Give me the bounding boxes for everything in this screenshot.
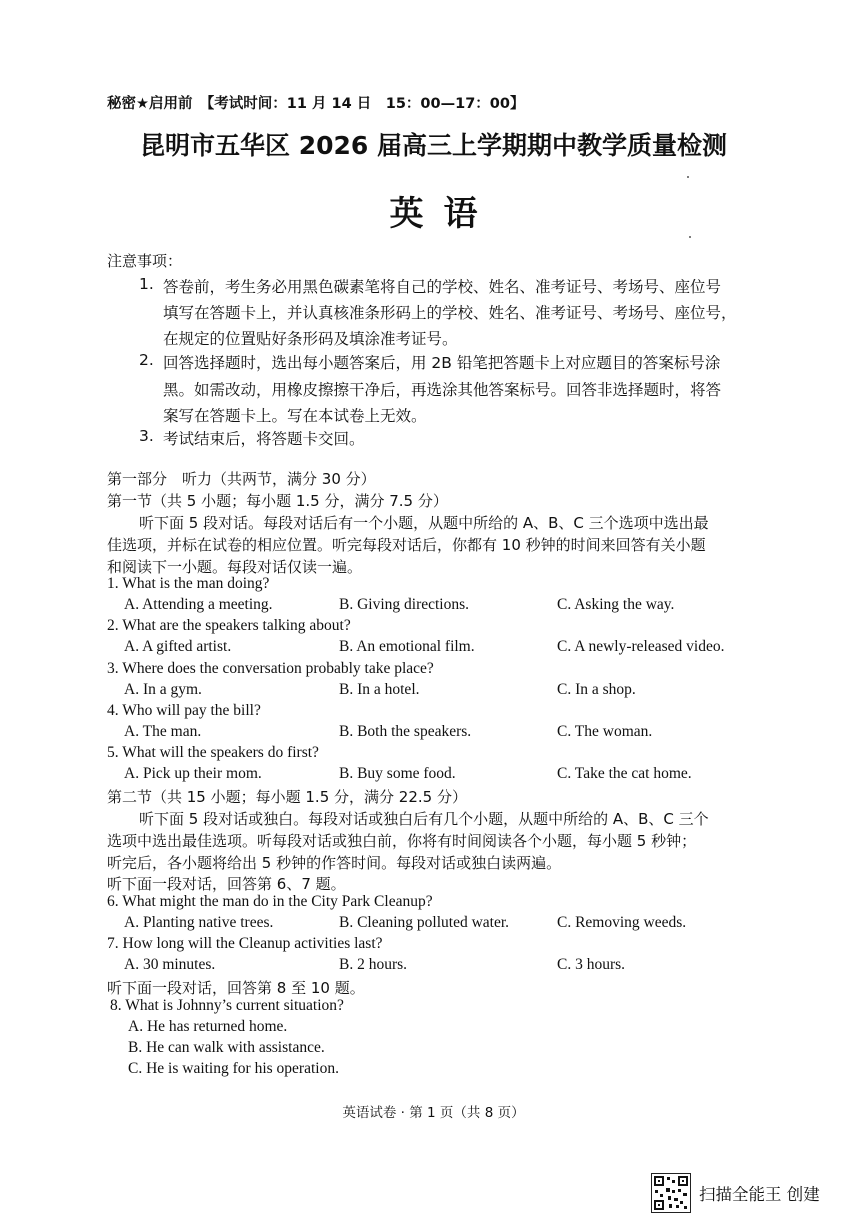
scan-speck xyxy=(689,236,691,238)
notice-line: 考试结束后，将答题卡交回。 xyxy=(163,430,365,448)
option-a: A. Attending a meeting. xyxy=(124,596,273,613)
option-a: A. Pick up their mom. xyxy=(124,765,262,782)
scanner-watermark: 扫描全能王 创建 xyxy=(699,1185,820,1204)
confidential-header: 秘密★启用前 【考试时间：11 月 14 日 15：00—17：00】 xyxy=(107,96,525,112)
option-a: A. In a gym. xyxy=(124,681,202,698)
question-6: 6. What might the man do in the City Park Cleanup? xyxy=(107,893,433,910)
option-b: B. In a hotel. xyxy=(339,681,420,698)
option-b: B. Giving directions. xyxy=(339,596,470,613)
section1-instruction: 佳选项，并标在试卷的相应位置。听完每段对话后，你都有 10 秒钟的时间来回答有关小题 xyxy=(107,536,706,554)
notice-line: 回答选择题时，选出每小题答案后，用 2B 铅笔把答题卡上对应题目的答案标号涂 xyxy=(163,354,721,372)
option-a: A. Planting native trees. xyxy=(124,914,274,931)
option-b: B. 2 hours. xyxy=(339,956,408,973)
notice-line: 在规定的位置贴好条形码及填涂准考证号。 xyxy=(163,330,458,348)
notice-heading: 注意事项： xyxy=(107,252,183,270)
option-c: C. A newly-released video. xyxy=(557,638,725,655)
part1-heading: 第一部分 听力（共两节，满分 30 分） xyxy=(107,470,376,488)
option-a: A. He has returned home. xyxy=(128,1018,288,1035)
option-a: A. 30 minutes. xyxy=(124,956,216,973)
option-c: C. Take the cat home. xyxy=(557,765,692,782)
option-a: A. The man. xyxy=(124,723,202,740)
option-a: A. A gifted artist. xyxy=(124,638,232,655)
option-b: B. Cleaning polluted water. xyxy=(339,914,510,931)
option-c: C. He is waiting for his operation. xyxy=(128,1060,339,1077)
question-5: 5. What will the speakers do first? xyxy=(107,744,319,761)
option-b: B. Both the speakers. xyxy=(339,723,472,740)
notice-num: 1. xyxy=(139,275,154,293)
scan-speck xyxy=(687,176,689,178)
section1-instruction: 听下面 5 段对话。每段对话后有一个小题，从题中所给的 A、B、C 三个选项中选出最 xyxy=(139,514,709,532)
notice-num: 2. xyxy=(139,351,154,369)
subject-title: 英语 xyxy=(389,194,498,234)
section2-instruction: 听完后，各小题将给出 5 秒钟的作答时间。每段对话或独白读两遍。 xyxy=(107,854,562,872)
option-c: C. The woman. xyxy=(557,723,653,740)
listen-instruction: 听下面一段对话，回答第 8 至 10 题。 xyxy=(107,979,365,997)
section1-instruction: 和阅读下一小题。每段对话仅读一遍。 xyxy=(107,558,363,576)
exam-title: 昆明市五华区 2026 届高三上学期期中教学质量检测 xyxy=(140,131,727,160)
notice-line: 黑。如需改动，用橡皮擦擦干净后，再选涂其他答案标号。回答非选择题时，将答 xyxy=(163,381,722,399)
question-8: 8. What is Johnny’s current situation? xyxy=(110,997,344,1014)
section2-heading: 第二节（共 15 小题；每小题 1.5 分，满分 22.5 分） xyxy=(107,788,467,806)
option-c: C. 3 hours. xyxy=(557,956,626,973)
notice-line: 案写在答题卡上。写在本试卷上无效。 xyxy=(163,407,427,425)
section1-heading: 第一节（共 5 小题；每小题 1.5 分，满分 7.5 分） xyxy=(107,492,448,510)
question-7: 7. How long will the Cleanup activities last? xyxy=(107,935,383,952)
option-b: B. An emotional film. xyxy=(339,638,475,655)
option-c: C. Asking the way. xyxy=(557,596,675,613)
notice-num: 3. xyxy=(139,427,154,445)
option-c: C. Removing weeds. xyxy=(557,914,687,931)
question-1: 1. What is the man doing? xyxy=(107,575,270,592)
option-b: B. He can walk with assistance. xyxy=(128,1039,325,1056)
question-4: 4. Who will pay the bill? xyxy=(107,702,261,719)
notice-line: 填写在答题卡上，并认真核准条形码上的学校、姓名、准考证号、考场号、座位号， xyxy=(163,304,737,322)
page-footer: 英语试卷 · 第 1 页（共 8 页） xyxy=(342,1105,525,1121)
qr-code-icon xyxy=(651,1173,691,1213)
question-2: 2. What are the speakers talking about? xyxy=(107,617,351,634)
section2-instruction: 选项中选出最佳选项。听每段对话或独白前，你将有时间阅读各个小题，每小题 5 秒钟； xyxy=(107,832,697,850)
question-3: 3. Where does the conversation probably take place? xyxy=(107,660,434,677)
option-c: C. In a shop. xyxy=(557,681,636,698)
listen-instruction: 听下面一段对话，回答第 6、7 题。 xyxy=(107,875,346,893)
option-b: B. Buy some food. xyxy=(339,765,456,782)
notice-line: 答卷前，考生务必用黑色碳素笔将自己的学校、姓名、准考证号、考场号、座位号 xyxy=(163,278,722,296)
section2-instruction: 听下面 5 段对话或独白。每段对话或独白后有几个小题，从题中所给的 A、B、C 三个 xyxy=(139,810,709,828)
